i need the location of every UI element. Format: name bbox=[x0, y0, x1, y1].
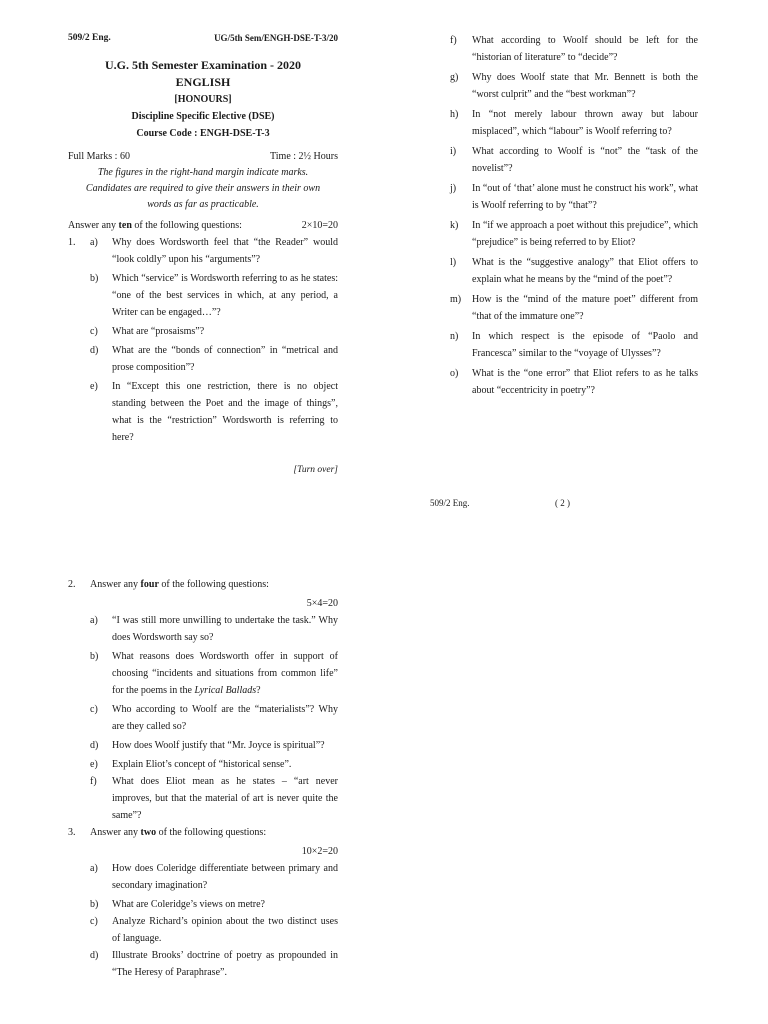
item-label: a) bbox=[90, 237, 98, 248]
question-item bbox=[90, 756, 338, 773]
question-item bbox=[68, 234, 338, 268]
item-text: Analyze Richard’s opinion about the two distinct uses of language. bbox=[112, 916, 338, 944]
instr-text: of the following questions: bbox=[161, 579, 269, 590]
item-label: d) bbox=[90, 345, 99, 356]
item-label: d) bbox=[90, 740, 99, 751]
question-item bbox=[68, 270, 338, 321]
honours-label: [HONOURS] bbox=[174, 94, 232, 105]
question-item bbox=[68, 323, 338, 340]
question-item bbox=[450, 217, 698, 251]
question-item bbox=[90, 648, 338, 699]
instr-text: Answer any bbox=[68, 220, 117, 231]
full-marks: Full Marks : 60 bbox=[68, 151, 130, 162]
question-number bbox=[68, 342, 90, 376]
item-text-italic: Lyrical Ballads bbox=[194, 685, 257, 696]
item-text: In “Except this one restriction, there is no object standing between the Poet and the image of things”, what is the “restriction” Wordsworth is referring to here? bbox=[112, 381, 338, 443]
item-label: b) bbox=[90, 899, 99, 910]
item-label: b) bbox=[90, 651, 99, 662]
item-text-part: What reasons does Wordsworth offer in support of choosing “incidents and situations from common life” for the poems in the bbox=[112, 651, 338, 696]
question-number bbox=[68, 270, 90, 321]
q3-marks: 10×2=20 bbox=[301, 846, 338, 857]
item-label: m) bbox=[450, 294, 462, 305]
item-text: Who according to Woolf are the “materialists”? Why are they called so? bbox=[112, 704, 338, 732]
item-text: In “out of ‘that’ alone must he construct his work”, what is Woolf referring to by “that”? bbox=[472, 183, 698, 211]
instr-count: four bbox=[140, 579, 159, 590]
item-text: In “if we approach a poet without this prejudice”, which “prejudice” is being referred to by Eliot? bbox=[472, 220, 698, 248]
item-label: i) bbox=[450, 146, 457, 157]
question-item bbox=[450, 328, 698, 362]
subject-title: ENGLISH bbox=[175, 75, 231, 89]
item-label: g) bbox=[450, 72, 459, 83]
q1-items-left bbox=[68, 234, 338, 446]
q2-items bbox=[90, 612, 338, 824]
item-label: b) bbox=[90, 273, 99, 284]
question-item bbox=[90, 773, 338, 824]
item-label: e) bbox=[90, 759, 98, 770]
paper-code: 509/2 Eng. bbox=[68, 33, 111, 43]
question-item bbox=[68, 378, 338, 446]
question-number bbox=[68, 378, 90, 446]
question-item bbox=[90, 913, 338, 947]
item-text: In which respect is the episode of “Paolo and Francesca” similar to the “voyage of Ulysses”? bbox=[472, 331, 698, 359]
question-item bbox=[450, 32, 698, 66]
item-text: In “not merely labour thrown away but labour misplaced”, which “labour” is Woolf referring to? bbox=[472, 109, 698, 137]
question-item bbox=[450, 254, 698, 288]
item-label: a) bbox=[90, 615, 98, 626]
course-code: Course Code : ENGH-DSE-T-3 bbox=[136, 128, 270, 139]
item-text: “I was still more unwilling to undertake the task.” Why does Wordsworth say so? bbox=[112, 615, 338, 643]
item-text: What according to Woolf is “not” the “task of the novelist”? bbox=[472, 146, 698, 174]
question-item bbox=[450, 180, 698, 214]
item-text: What are Coleridge’s views on metre? bbox=[112, 899, 265, 910]
item-text: What is the “suggestive analogy” that Eliot offers to explain what he means by the “mind of the poet”? bbox=[472, 257, 698, 285]
question-item bbox=[90, 701, 338, 735]
item-text: What according to Woolf should be left for the “historian of literature” to “decide”? bbox=[472, 35, 698, 63]
q1-instruction bbox=[68, 217, 338, 234]
question-item bbox=[450, 365, 698, 399]
instr-text: of the following questions: bbox=[158, 827, 267, 838]
item-text bbox=[112, 648, 338, 699]
page-number: ( 2 ) bbox=[555, 498, 570, 508]
question-item bbox=[90, 860, 338, 894]
item-text: How does Coleridge differentiate between primary and secondary imagination? bbox=[112, 863, 338, 891]
item-text: What are “prosaisms”? bbox=[112, 326, 205, 337]
q1-items-right bbox=[450, 32, 698, 399]
page2-code: 509/2 Eng. bbox=[430, 498, 470, 508]
item-text: Illustrate Brooks’ doctrine of poetry as propounded in “The Heresy of Paraphrase”. bbox=[112, 950, 338, 978]
question-item bbox=[90, 612, 338, 646]
item-text: Why does Wordsworth feel that “the Reader” would “look coldly” upon his “arguments”? bbox=[112, 237, 338, 265]
item-label: c) bbox=[90, 916, 98, 927]
q3-number: 3. bbox=[68, 827, 76, 838]
question-item bbox=[450, 106, 698, 140]
q3-items bbox=[90, 860, 338, 981]
item-text: What is the “one error” that Eliot refers to as he talks about “eccentricity in poetry”? bbox=[472, 368, 698, 396]
item-text: What does Eliot mean as he states – “art never improves, but that the material of art is never quite the same”? bbox=[112, 776, 338, 821]
item-label: c) bbox=[90, 704, 98, 715]
question-item bbox=[90, 737, 338, 754]
item-label: f) bbox=[450, 35, 457, 46]
q1-marks: 2×10=20 bbox=[301, 220, 338, 231]
turn-over: [Turn over] bbox=[293, 465, 338, 475]
item-text: How does Woolf justify that “Mr. Joyce is spiritual”? bbox=[112, 740, 325, 751]
question-item bbox=[90, 947, 338, 981]
marks-time-line bbox=[68, 148, 338, 165]
item-label: o) bbox=[450, 368, 459, 379]
instr-count: two bbox=[140, 827, 157, 838]
item-label: n) bbox=[450, 331, 459, 342]
instr-text: of the following questions: bbox=[134, 220, 242, 231]
question-number bbox=[68, 323, 90, 340]
paper-type: Discipline Specific Elective (DSE) bbox=[131, 111, 275, 122]
item-label: a) bbox=[90, 863, 98, 874]
instr-text: Answer any bbox=[90, 827, 139, 838]
item-label: l) bbox=[450, 257, 457, 268]
question-item bbox=[450, 291, 698, 325]
item-text-part: ? bbox=[256, 685, 261, 696]
q2-number: 2. bbox=[68, 579, 76, 590]
page-header bbox=[68, 30, 338, 47]
item-label: h) bbox=[450, 109, 459, 120]
q3-instruction bbox=[68, 824, 338, 841]
item-label: f) bbox=[90, 776, 97, 787]
marks-note: The figures in the right-hand margin indicate marks. bbox=[97, 167, 309, 178]
item-text: Why does Woolf state that Mr. Bennett is both the “worst culprit” and the “best workman”? bbox=[472, 72, 698, 100]
item-label: d) bbox=[90, 950, 99, 961]
question-item bbox=[450, 143, 698, 177]
page1-left-column bbox=[68, 30, 338, 479]
question-item bbox=[68, 342, 338, 376]
q2-instruction bbox=[68, 576, 338, 593]
time-allowed: Time : 2½ Hours bbox=[270, 151, 338, 162]
question-item bbox=[450, 69, 698, 103]
item-label: e) bbox=[90, 381, 98, 392]
page1-right-column bbox=[450, 32, 698, 402]
page3-left-column bbox=[68, 576, 338, 983]
item-text: Which “service” is Wordsworth referring to as he states: “one of the best services in which, at any period, a Writer can be engaged…”? bbox=[112, 273, 338, 318]
instr-text: Answer any bbox=[90, 579, 139, 590]
q2-marks: 5×4=20 bbox=[306, 598, 338, 609]
instr-count: ten bbox=[118, 220, 132, 231]
question-number: 1. bbox=[68, 237, 76, 248]
item-text: Explain Eliot’s concept of “historical sense”. bbox=[112, 759, 292, 770]
own-words-note: Candidates are required to give their answers in their own words as far as practicable. bbox=[85, 183, 321, 210]
exam-title: U.G. 5th Semester Examination - 2020 bbox=[104, 58, 302, 72]
item-text: How is the “mind of the mature poet” different from “that of the immature one”? bbox=[472, 294, 698, 322]
item-label: j) bbox=[450, 183, 457, 194]
item-text: What are the “bonds of connection” in “metrical and prose composition”? bbox=[112, 345, 338, 373]
item-label: c) bbox=[90, 326, 98, 337]
exam-code: UG/5th Sem/ENGH-DSE-T-3/20 bbox=[214, 33, 338, 43]
item-label: k) bbox=[450, 220, 459, 231]
question-item bbox=[90, 896, 338, 913]
